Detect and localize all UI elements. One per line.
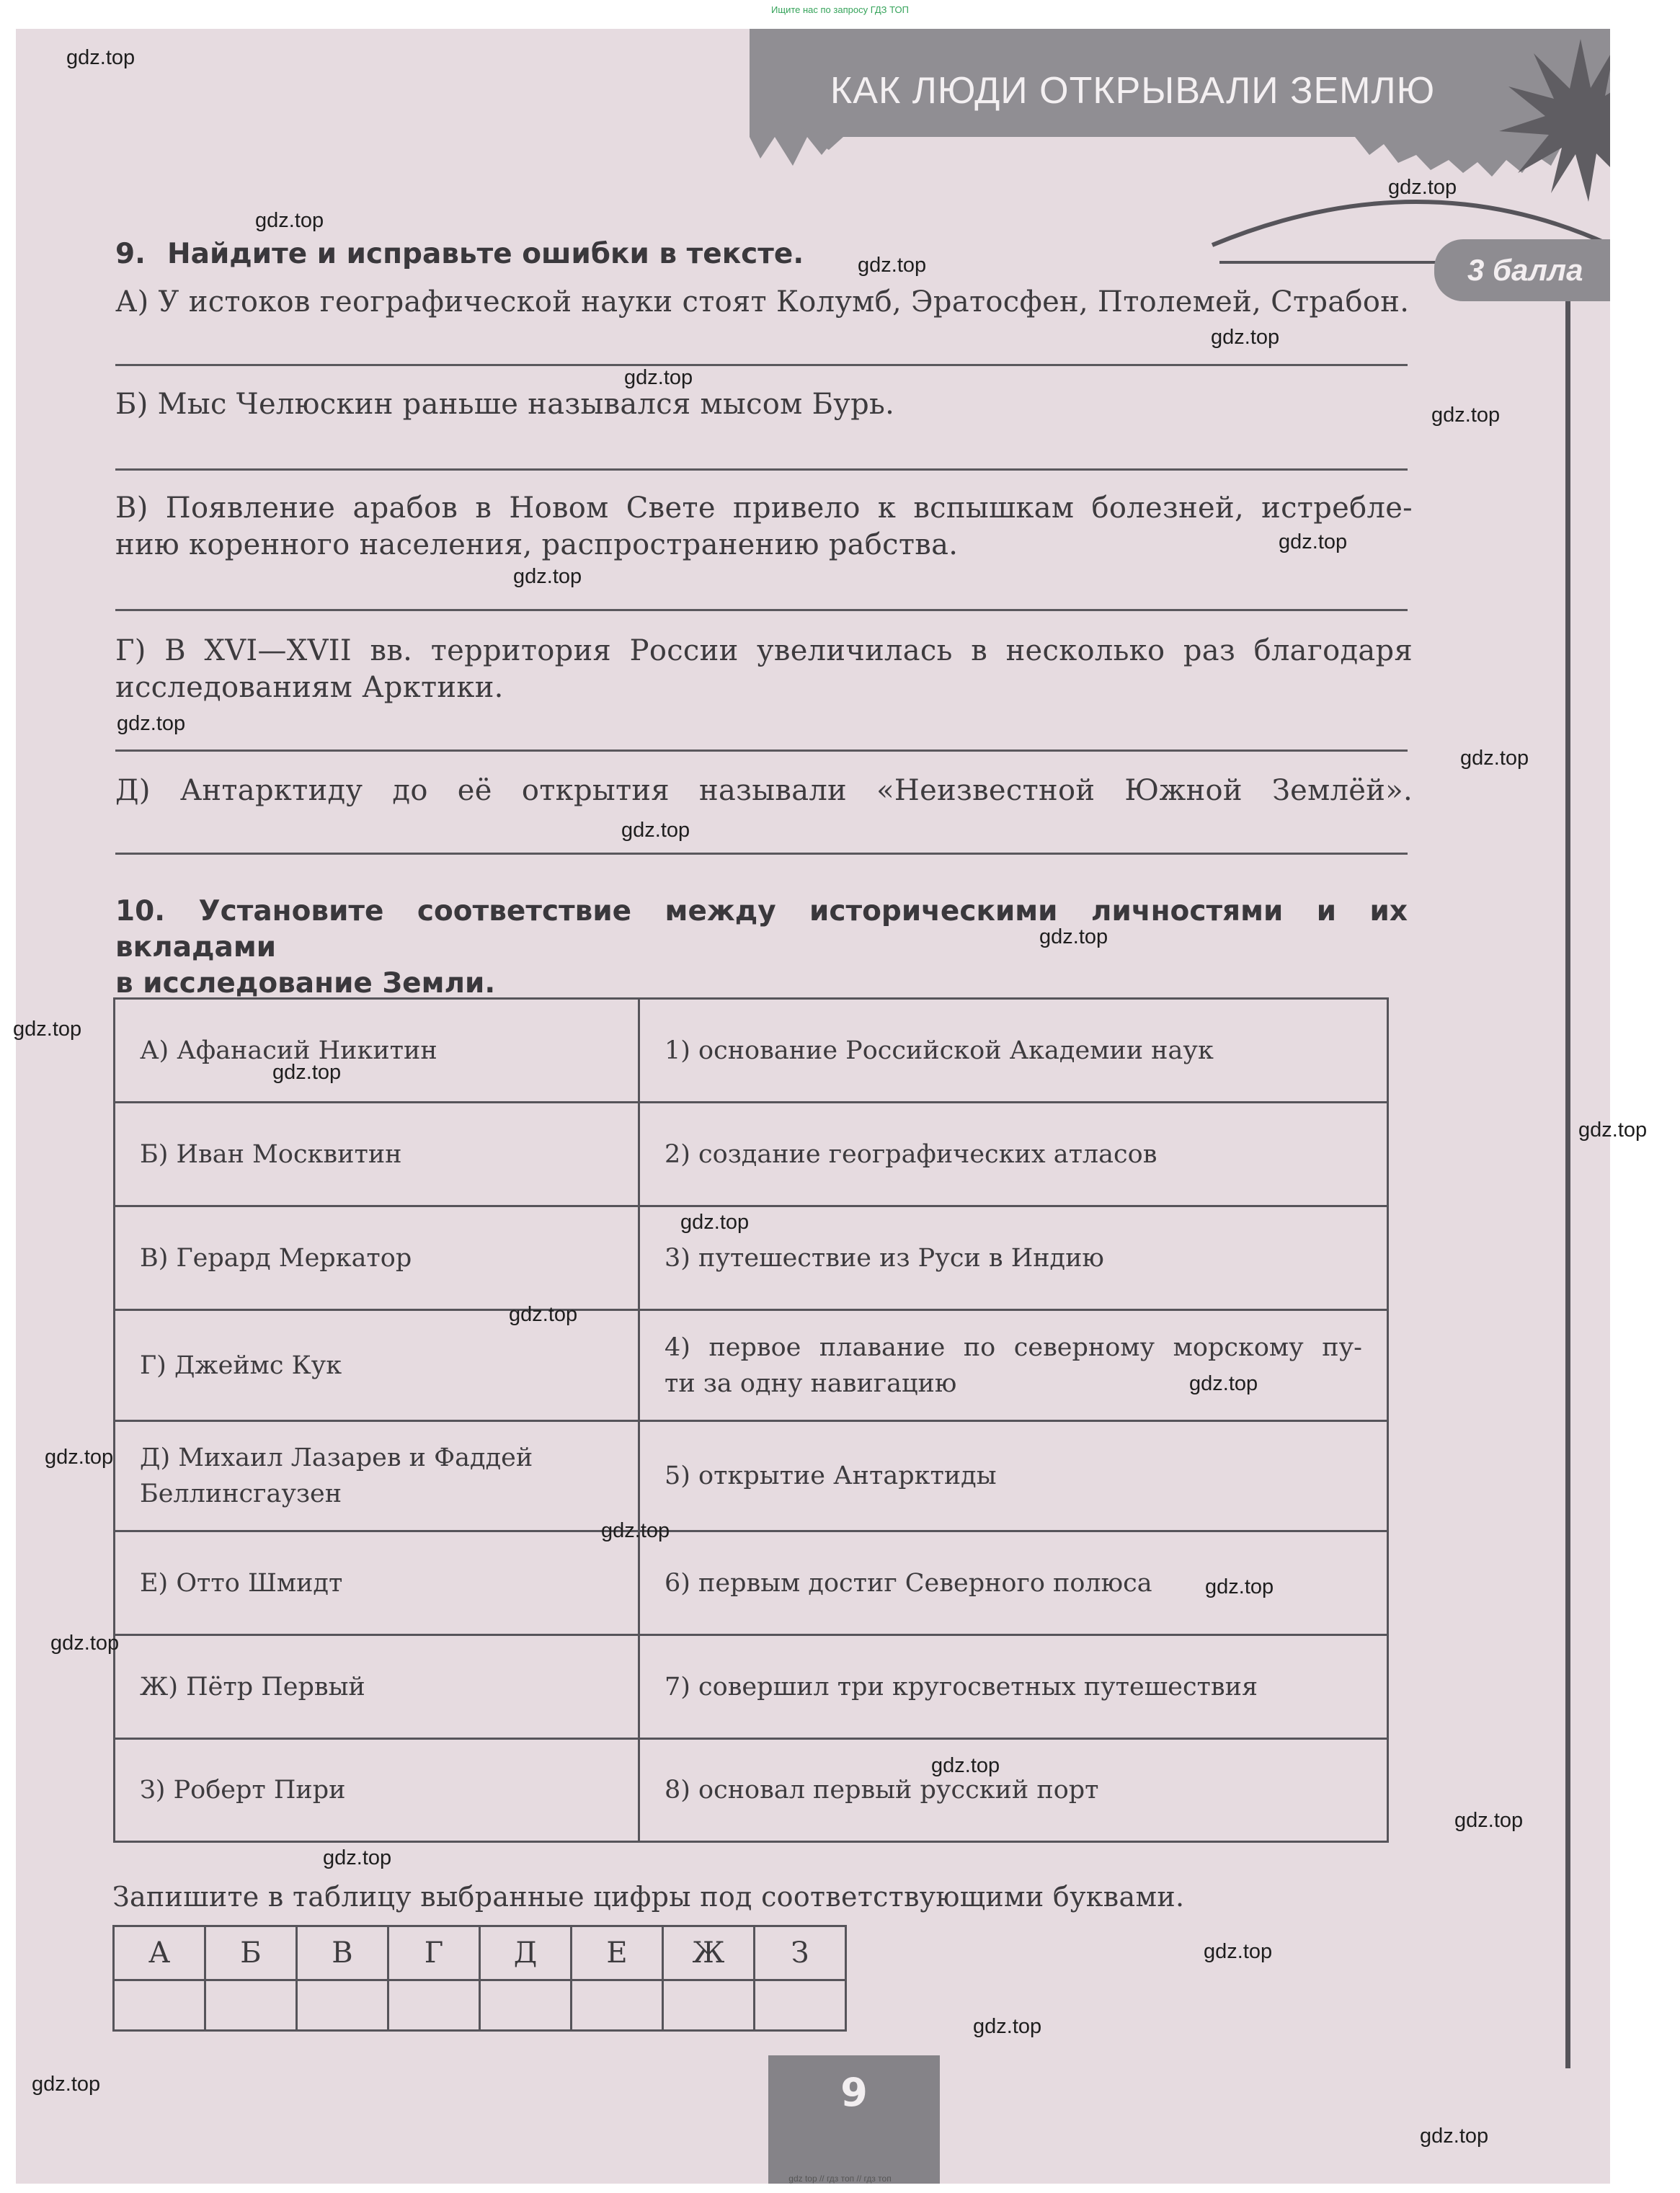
workbook-page — [16, 29, 1610, 2184]
watermark: gdz.top — [1578, 1118, 1648, 1142]
matching-table — [113, 997, 1389, 1843]
watermark: gdz.top — [1431, 404, 1501, 427]
answer-cell-g[interactable] — [388, 1980, 480, 2031]
section-title: КАК ЛЮДИ ОТКРЫВАЛИ ЗЕМЛЮ — [830, 70, 1436, 112]
table-row — [115, 1739, 1388, 1842]
table-row — [115, 1103, 1388, 1206]
task9-item-g-line2: исследованиям Арктики. — [115, 671, 504, 704]
task9-item-d: Д) Антарктиду до её открытия называли «Неизвестной Южной Землёй». — [115, 774, 1413, 807]
watermark: gdz.top — [255, 209, 324, 232]
watermark: gdz.top — [931, 1754, 1000, 1777]
top-note: Ищите нас по запросу ГДЗ ТОП — [771, 4, 909, 15]
watermark: gdz.top — [117, 712, 186, 735]
watermark: gdz.top — [13, 1018, 82, 1041]
table-row — [115, 1421, 1388, 1531]
watermark: gdz.top — [513, 565, 582, 588]
answer-input-row — [114, 1980, 846, 2031]
task9-rule — [1219, 261, 1450, 264]
watermark: gdz.top — [1211, 326, 1280, 349]
person-cell: Д) Михаил Лазарев и Фаддей Беллинсгаузен — [115, 1421, 639, 1531]
answer-cell-b[interactable] — [205, 1980, 297, 2031]
task10-title-line2: в исследование Земли. — [115, 967, 496, 1000]
watermark: gdz.top — [32, 2073, 101, 2096]
watermark: gdz.top — [1279, 530, 1348, 553]
table-row — [115, 1310, 1388, 1421]
watermark: gdz.top — [973, 2015, 1042, 2038]
person-cell: Ж) Пётр Первый — [115, 1635, 639, 1739]
answer-instruction: Запишите в таблицу выбранные цифры под соответствующими буквами. — [112, 1881, 1185, 1913]
task10-number: 10. — [115, 895, 166, 928]
task9-number: 9. — [115, 238, 146, 270]
contribution-cell: 1) основание Российской Академии наук — [639, 999, 1388, 1103]
task10-title — [115, 894, 1408, 1002]
answer-cell-v[interactable] — [297, 1980, 388, 2031]
answer-line-d[interactable] — [115, 853, 1408, 855]
task9-item-v-line2: нию коренного населения, распространению рабства. — [115, 528, 959, 561]
margin-rule — [1565, 281, 1570, 2068]
answer-letter: Г — [388, 1926, 480, 1980]
watermark: gdz.top — [624, 366, 693, 389]
watermark: gdz.top — [66, 46, 135, 69]
task9-title — [115, 238, 804, 270]
watermark: gdz.top — [680, 1211, 750, 1234]
table-row — [115, 999, 1388, 1103]
person-cell: В) Герард Меркатор — [115, 1206, 639, 1310]
points-badge: 3 балла — [1434, 239, 1610, 301]
watermark: gdz.top — [1420, 2125, 1489, 2148]
watermark: gdz.top — [509, 1303, 578, 1326]
answer-letter: Д — [480, 1926, 572, 1980]
table-row — [115, 1206, 1388, 1310]
watermark: gdz.top — [601, 1519, 670, 1542]
star-icon — [1499, 39, 1610, 202]
contribution-cell: 6) первым достиг Северного полюса — [639, 1531, 1388, 1635]
person-cell: Б) Иван Москвитин — [115, 1103, 639, 1206]
answer-header-row — [114, 1926, 846, 1980]
watermark: gdz.top — [45, 1446, 114, 1469]
task9-item-b: Б) Мыс Челюскин раньше назывался мысом Бурь. — [115, 388, 895, 421]
watermark: gdz.top — [621, 819, 690, 842]
contribution-cell: 4) первое плавание по северному морскому пу- ти за одну навигацию — [639, 1310, 1388, 1421]
person-cell: З) Роберт Пири — [115, 1739, 639, 1842]
watermark: gdz.top — [1039, 925, 1108, 948]
contribution-cell: 8) основал первый русский порт — [639, 1739, 1388, 1842]
watermark: gdz.top — [323, 1846, 392, 1869]
watermark: gdz.top — [50, 1632, 120, 1655]
person-cell: А) Афанасий Никитин — [115, 999, 639, 1103]
watermark: gdz.top — [1388, 176, 1457, 199]
task10-title-line1: Установите соответствие между историческими личностями и их вкладами — [115, 895, 1408, 964]
answer-cell-d[interactable] — [480, 1980, 572, 2031]
watermark: gdz.top — [1460, 747, 1529, 770]
answer-letter: В — [297, 1926, 388, 1980]
watermark: gdz.top — [1205, 1575, 1274, 1598]
task9-title-text: Найдите и исправьте ошибки в тексте. — [167, 238, 804, 270]
answer-letter: Е — [572, 1926, 663, 1980]
bottom-note: gdz top // гдз топ // гдз топ — [788, 2174, 892, 2184]
person-cell: Г) Джеймс Кук — [115, 1310, 639, 1421]
answer-cell-e[interactable] — [572, 1980, 663, 2031]
contribution-cell: 2) создание географических атласов — [639, 1103, 1388, 1206]
answer-cell-zh[interactable] — [663, 1980, 755, 2031]
watermark: gdz.top — [1454, 1809, 1524, 1832]
contribution-cell: 5) открытие Антарктиды — [639, 1421, 1388, 1531]
answer-line-g[interactable] — [115, 749, 1408, 752]
answer-cell-z[interactable] — [755, 1980, 846, 2031]
task9-item-a: А) У истоков географической науки стоят Колумб, Эратосфен, Птолемей, Страбон. — [115, 285, 1410, 319]
watermark: gdz.top — [858, 254, 927, 277]
watermark: gdz.top — [272, 1061, 342, 1084]
page-number: 9 — [840, 2070, 868, 2115]
answer-letter: Б — [205, 1926, 297, 1980]
answer-table — [112, 1925, 847, 2032]
watermark: gdz.top — [1204, 1940, 1273, 1963]
answer-letter: З — [755, 1926, 846, 1980]
answer-cell-a[interactable] — [114, 1980, 205, 2031]
table-row — [115, 1531, 1388, 1635]
contribution-cell: 7) совершил три кругосветных путешествия — [639, 1635, 1388, 1739]
answer-line-a[interactable] — [115, 364, 1408, 366]
answer-letter: Ж — [663, 1926, 755, 1980]
answer-letter: А — [114, 1926, 205, 1980]
table-row — [115, 1635, 1388, 1739]
task9-item-v-line1: В) Появление арабов в Новом Свете привело к вспышкам болезней, истребле- — [115, 491, 1413, 525]
contribution-cell: 3) путешествие из Руси в Индию — [639, 1206, 1388, 1310]
person-cell: Е) Отто Шмидт — [115, 1531, 639, 1635]
task9-item-g-line1: Г) В XVI—XVII вв. территория России увеличилась в несколько раз благодаря — [115, 634, 1413, 667]
answer-line-b[interactable] — [115, 468, 1408, 471]
answer-line-v[interactable] — [115, 609, 1408, 611]
watermark: gdz.top — [1189, 1372, 1258, 1395]
page-number-tab — [768, 2055, 940, 2184]
